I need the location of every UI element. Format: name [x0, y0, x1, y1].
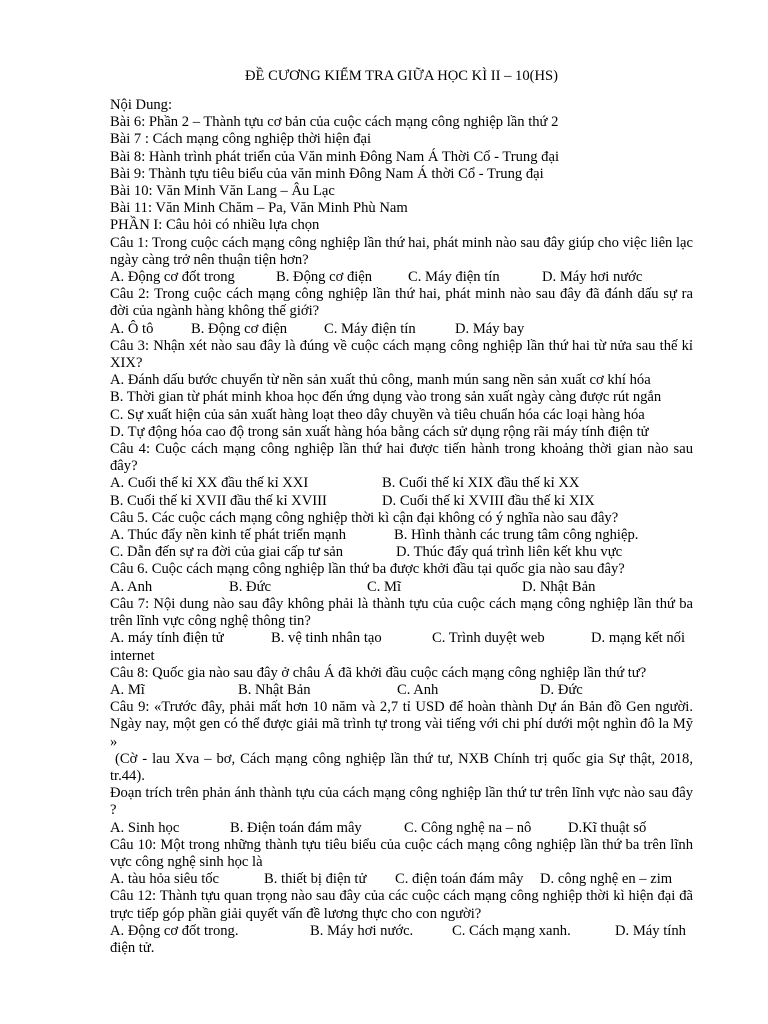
option-d: D. Máy tính [615, 922, 686, 939]
question-8-options [110, 682, 693, 699]
option-c: C. Máy điện tín [408, 269, 500, 286]
option-a: A. Sinh học [110, 819, 180, 836]
question-1-options [110, 269, 693, 286]
question-7-options [110, 630, 693, 647]
option-c: C. điện toán đám mây [395, 871, 524, 888]
option-b: B. Cuối thế kỉ XIX đầu thế kỉ XX [382, 475, 580, 492]
option-a: A. tàu hỏa siêu tốc [110, 871, 220, 888]
option-d: D. Máy bay [455, 320, 525, 337]
option-c: C. Sự xuất hiện của sản xuất hàng loạt theo dây chuyền và tiêu chuẩn hóa các loại hàng hóa [110, 406, 645, 423]
option-d: D. công nghệ en – zim [540, 871, 673, 888]
question-6-options [110, 579, 693, 596]
option-a: A. Thúc đẩy nền kinh tế phát triển mạnh [110, 527, 347, 544]
lesson-10: Bài 10: Văn Minh Văn Lang – Âu Lạc [110, 183, 335, 200]
document-page [110, 68, 697, 957]
option-c: C. Dẫn đến sự ra đời của giai cấp tư sản [110, 544, 344, 561]
question-4-options-row-2 [110, 493, 693, 510]
option-d: D. mạng kết nối [591, 630, 686, 647]
option-d: D. Máy hơi nước [542, 269, 643, 286]
option-d: D. Tự động hóa cao độ trong sản xuất hàng hóa bằng cách sử dụng rộng rãi máy tính điện tử [110, 423, 649, 440]
question-9-options [110, 820, 693, 837]
lesson-7: Bài 7 : Cách mạng công nghiệp thời hiện đại [110, 131, 372, 148]
question-9: Câu 9: «Trước đây, phải mất hơn 10 năm và 2,7 tỉ USD để hoàn thành Dự án Bản đồ Gen người. Ngày nay, một gen có thể được giải mã trình tự trong vài tiếng với chi phí dưới một nghìn đô la Mỹ » [110, 699, 693, 750]
part-1-heading: PHẦN I: Câu hỏi có nhiều lựa chọn [110, 217, 320, 234]
question-5-options-row-2 [110, 544, 693, 561]
option-b: B. Điện toán đám mây [230, 819, 362, 836]
question-8: Câu 8: Quốc gia nào sau đây ở châu Á đã khởi đầu cuộc cách mạng công nghiệp lần thứ tư? [110, 664, 647, 681]
lesson-6: Bài 6: Phần 2 – Thành tựu cơ bản của cuộc cách mạng công nghiệp lần thứ 2 [110, 114, 559, 131]
option-d: D.Kĩ thuật số [568, 819, 647, 836]
option-c: C. Cách mạng xanh. [452, 922, 571, 939]
option-d: D. Đức [540, 681, 583, 698]
option-d: D. Cuối thế kỉ XVIII đầu thế kỉ XIX [382, 492, 595, 509]
option-c: C. Máy điện tín [324, 320, 416, 337]
option-a: A. Mĩ [110, 681, 145, 698]
option-b: B. Máy hơi nước. [310, 922, 414, 939]
document-title: ĐỀ CƯƠNG KIỂM TRA GIỮA HỌC KÌ II – 10(HS) [244, 68, 559, 84]
option-c: B. Cuối thế kỉ XVII đầu thế kỉ XVIII [110, 492, 327, 509]
option-c: C. Anh [397, 681, 439, 698]
question-5: Câu 5. Các cuộc cách mạng công nghiệp thời kì cận đại không có ý nghĩa nào sau đây? [110, 509, 619, 526]
option-a: A. Anh [110, 578, 153, 595]
question-12: Câu 12: Thành tựu quan trọng nào sau đây của các cuộc cách mạng công nghiệp thời kì hiện đại đã trực tiếp góp phần giải quyết vấn đề lương thực cho con người? [110, 888, 693, 922]
option-a: A. Ô tô [110, 320, 154, 337]
option-d: D. Nhật Bản [522, 578, 596, 595]
option-b: B. Thời gian từ phát minh khoa học đến ứng dụng vào trong sản xuất ngày càng được rút ngắn [110, 389, 662, 406]
option-a: A. Động cơ đốt trong [110, 269, 235, 286]
option-d: D. Thúc đẩy quá trình liên kết khu vực [396, 544, 623, 561]
question-4-options-row-1 [110, 475, 693, 492]
option-b: B. Động cơ điện [276, 269, 373, 286]
option-a: A. Đánh dấu bước chuyển từ nền sản xuất thủ công, manh mún sang nền sản xuất cơ khí hóa [110, 372, 651, 389]
option-b: B. vệ tinh nhân tạo [271, 630, 382, 647]
question-5-options-row-1 [110, 527, 693, 544]
option-a: A. Động cơ đốt trong. [110, 922, 239, 939]
option-d-continued: điện tử. [110, 939, 155, 956]
question-3: Câu 3: Nhận xét nào sau đây là đúng về cuộc cách mạng công nghiệp lần thứ hai từ nửa sau thế kỉ XIX? [110, 337, 693, 372]
question-4: Câu 4: Cuộc cách mạng công nghiệp lần thứ hai được tiến hành trong khoảng thời gian nào sau đây? [110, 441, 693, 475]
option-a: A. máy tính điện tử [110, 630, 224, 647]
option-b: B. thiết bị điện tử [264, 871, 367, 888]
question-9-source: (Cờ - lau Xva – bơ, Cách mạng công nghiệp lần thứ tư, NXB Chính trị quốc gia Sự thật, 2018, tr.44). [110, 750, 697, 784]
question-10-options [110, 871, 693, 888]
option-b: B. Nhật Bản [238, 681, 311, 698]
option-d-continued: internet [110, 647, 155, 664]
option-c: C. Mĩ [367, 578, 402, 595]
lesson-9: Bài 9: Thành tựu tiêu biểu của văn minh Đông Nam Á thời Cổ - Trung đại [110, 165, 544, 182]
option-c: C. Trình duyệt web [432, 630, 545, 647]
question-7: Câu 7: Nội dung nào sau đây không phải là thành tựu của cuộc cách mạng công nghiệp lần thứ ba trên lĩnh vực công nghệ thông tin? [110, 595, 693, 630]
question-1: Câu 1: Trong cuộc cách mạng công nghiệp lần thứ hai, phát minh nào sau đây giúp cho việc liên lạc ngày càng trở nên thuận tiện hơn? [110, 234, 694, 268]
option-a: A. Cuối thế kỉ XX đầu thế kỉ XXI [110, 475, 309, 492]
option-b: B. Hình thành các trung tâm công nghiệp. [394, 527, 639, 544]
question-2: Câu 2: Trong cuộc cách mạng công nghiệp lần thứ hai, phát minh nào sau đây đã đánh dấu sự ra đời của ngành hàng không thế giới? [110, 286, 693, 320]
question-2-options [110, 321, 693, 338]
content-label: Nội Dung: [110, 97, 173, 113]
question-10: Câu 10: Một trong những thành tựu tiêu biểu của cuộc cách mạng công nghiệp lần thứ ba trên lĩnh vực công nghệ sinh học là [110, 836, 693, 870]
question-6: Câu 6. Cuộc cách mạng công nghiệp lần thứ ba được khởi đầu tại quốc gia nào sau đây? [110, 561, 625, 578]
question-9-prompt: Đoạn trích trên phản ánh thành tựu của cách mạng công nghiệp lần thứ tư trên lĩnh vực nào sau đây ? [110, 785, 693, 819]
option-b: B. Động cơ điện [191, 320, 288, 337]
question-12-options [110, 923, 693, 940]
lesson-8: Bài 8: Hành trình phát triển của Văn minh Đông Nam Á Thời Cổ - Trung đại [110, 148, 559, 165]
lesson-11: Bài 11: Văn Minh Chăm – Pa, Văn Minh Phù Nam [110, 200, 408, 217]
option-c: C. Công nghệ na – nô [404, 819, 532, 836]
option-b: B. Đức [229, 578, 271, 595]
